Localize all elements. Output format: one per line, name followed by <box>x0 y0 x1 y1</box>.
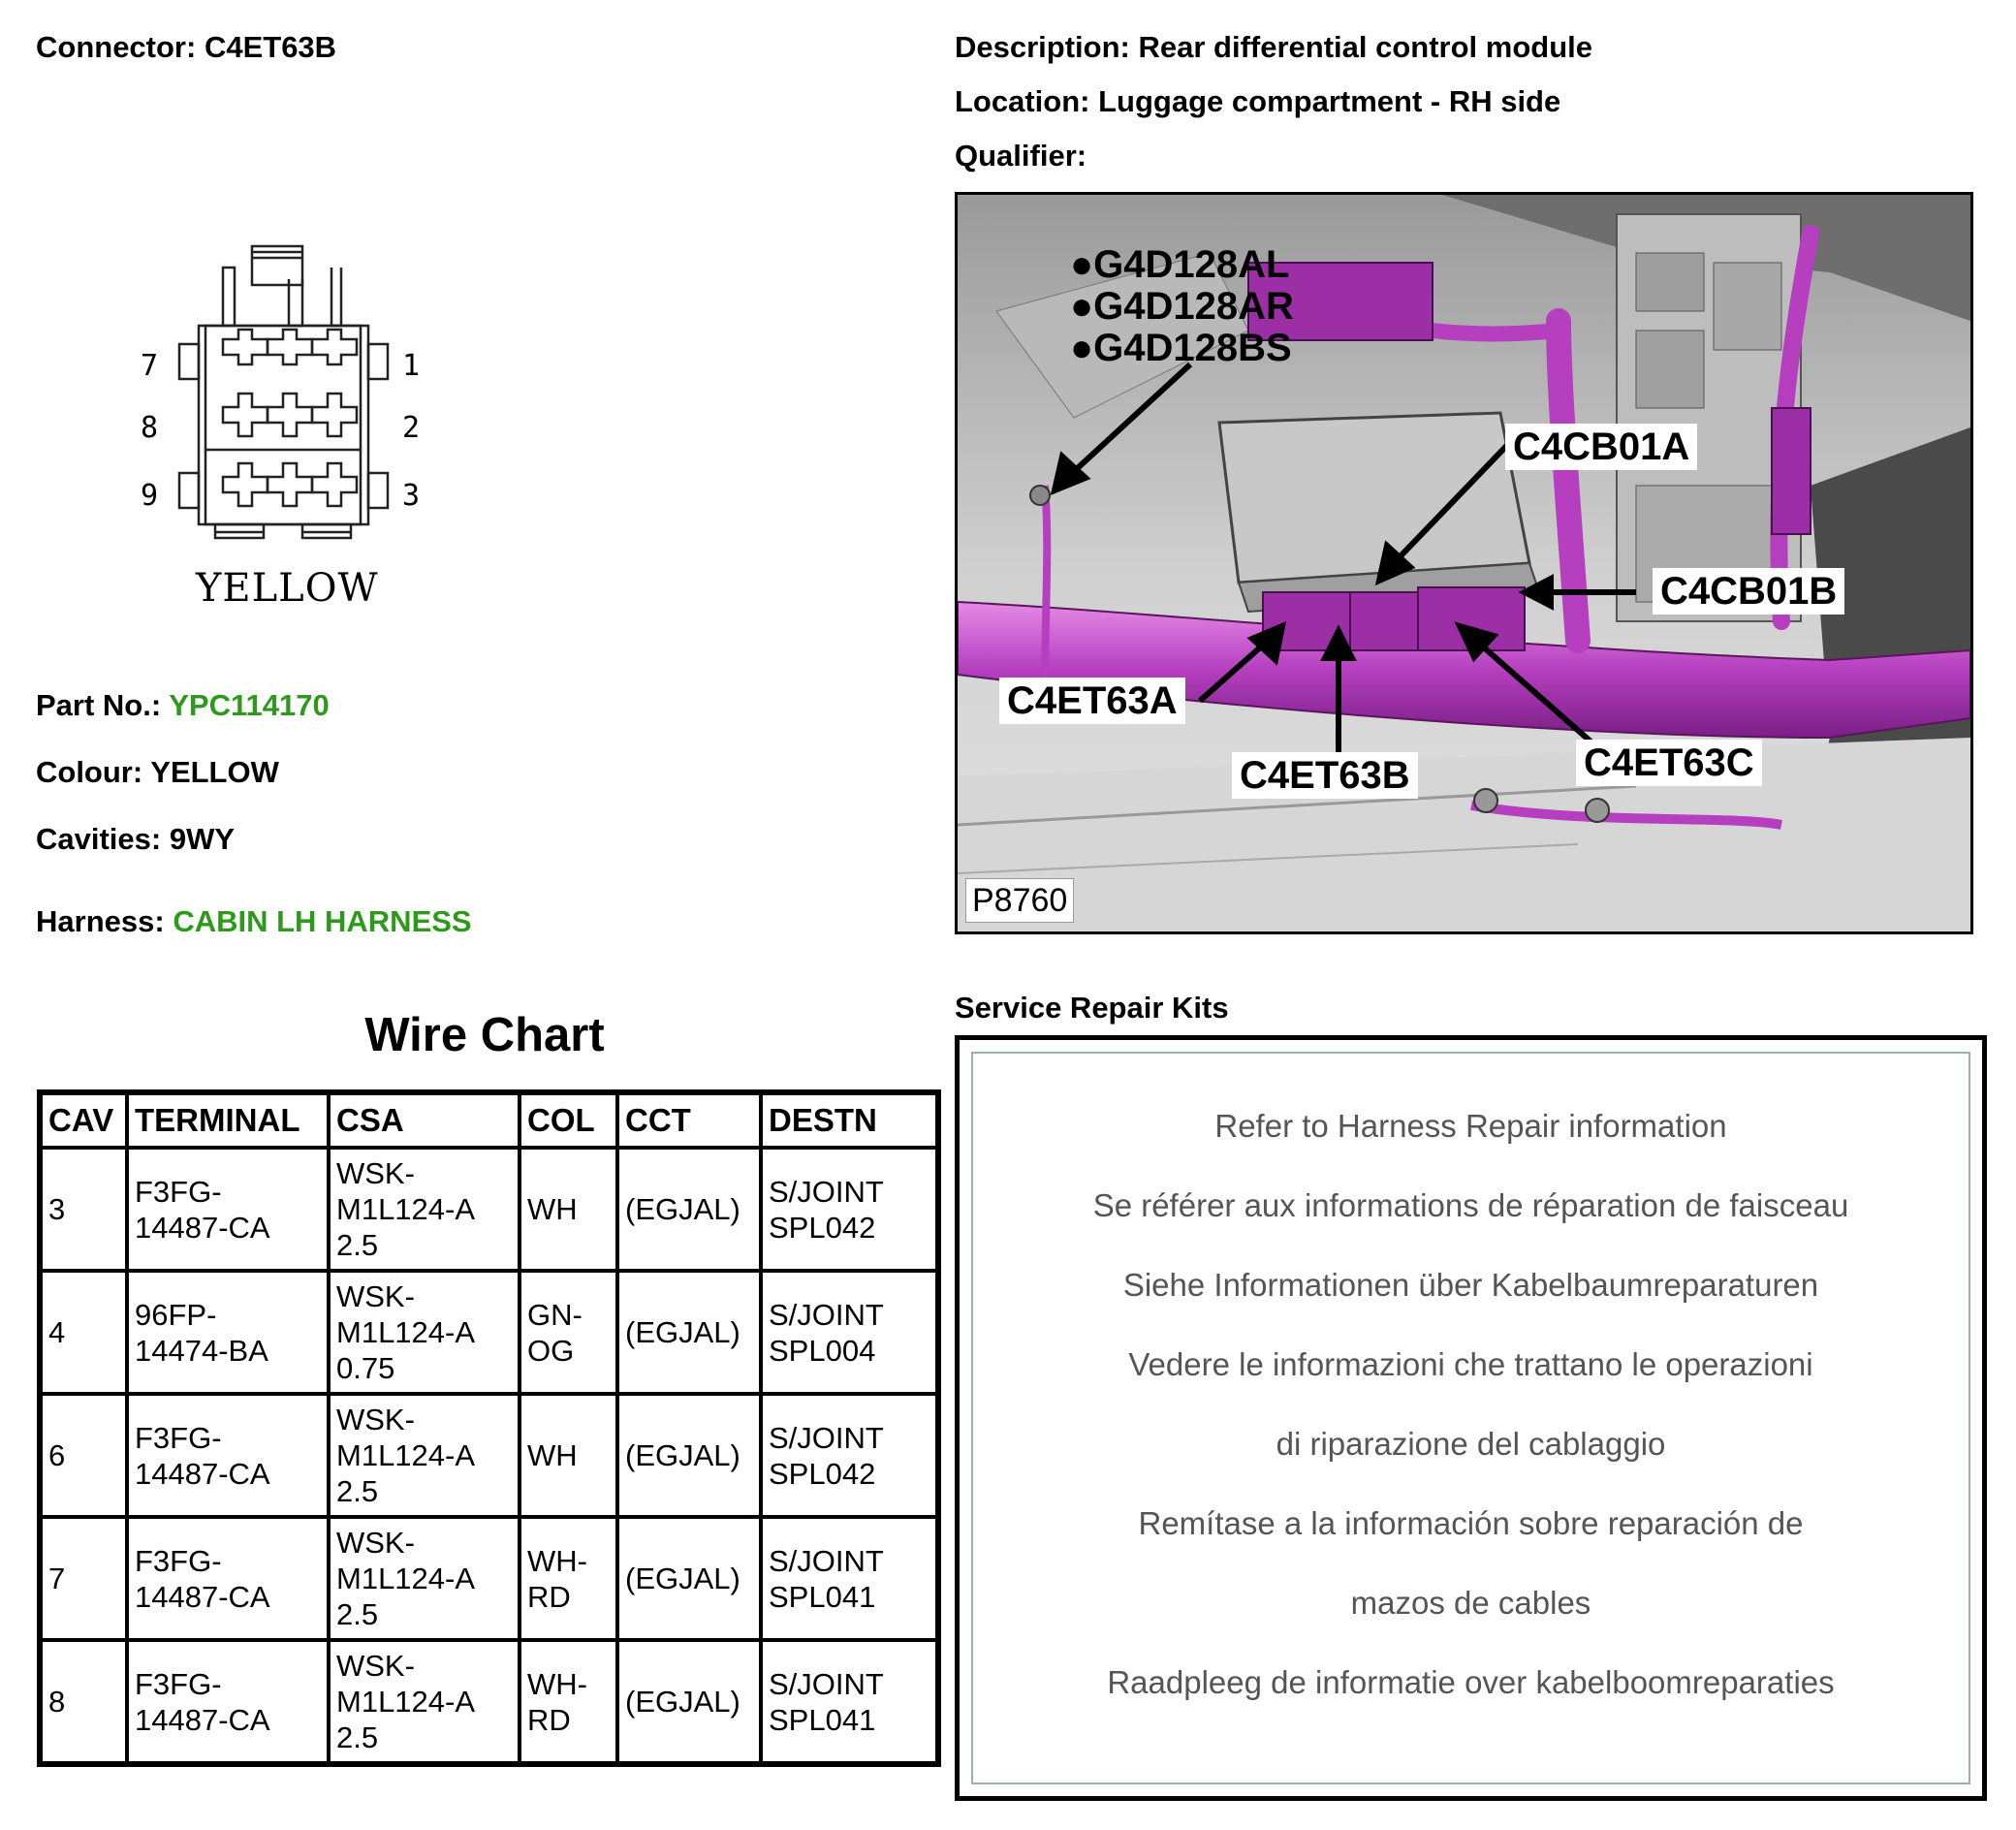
harness-line <box>36 904 472 939</box>
callout-c4et63a: C4ET63A <box>999 678 1185 724</box>
cell-col: WH- RD <box>520 1517 617 1640</box>
description-line <box>955 30 1592 65</box>
qualifier-label: Qualifier: <box>955 139 1087 173</box>
srk-line: Remítase a la información sobre reparación de <box>1138 1505 1804 1541</box>
cell-csa: WSK- M1L124-A 0.75 <box>329 1271 520 1394</box>
description-value: Rear differential control module <box>1138 30 1592 64</box>
cell-col: WH <box>520 1394 617 1517</box>
callout-c4cb01a: C4CB01A <box>1505 424 1697 470</box>
colour-label: Colour: <box>36 755 143 789</box>
srk-line: Vedere le informazioni che trattano le operazioni <box>1128 1346 1813 1382</box>
description-label: Description: <box>955 30 1130 64</box>
cavity-number-9: 9 <box>141 479 159 513</box>
cavities-line <box>36 822 235 857</box>
cell-terminal: F3FG- 14487-CA <box>127 1640 329 1764</box>
callout-g4d128bs: ●G4D128BS <box>1070 327 1292 369</box>
service-repair-kits-inner <box>971 1052 1970 1784</box>
cell-csa: WSK- M1L124-A 2.5 <box>329 1640 520 1764</box>
cavity-number-2: 2 <box>402 411 421 445</box>
table-row <box>40 1640 938 1764</box>
cell-csa: WSK- M1L124-A 2.5 <box>329 1394 520 1517</box>
cell-destn: S/JOINT SPL004 <box>761 1271 938 1394</box>
cell-terminal: 96FP- 14474-BA <box>127 1271 329 1394</box>
part-no-line <box>36 688 330 723</box>
cell-terminal: F3FG- 14487-CA <box>127 1148 329 1271</box>
cell-cav: 8 <box>40 1640 127 1764</box>
callout-g4d128al: ●G4D128AL <box>1070 243 1290 286</box>
table-row <box>40 1517 938 1640</box>
service-repair-kits-title: Service Repair Kits <box>955 991 1229 1025</box>
table-header-row <box>40 1092 938 1148</box>
header-csa: CSA <box>329 1092 520 1148</box>
cell-csa: WSK- M1L124-A 2.5 <box>329 1517 520 1640</box>
cavity-number-3: 3 <box>402 479 421 513</box>
qualifier-line <box>955 139 1087 174</box>
location-photo <box>955 192 1973 934</box>
cell-csa: WSK- M1L124-A 2.5 <box>329 1148 520 1271</box>
photo-id-label: P8760 <box>965 878 1074 923</box>
srk-line: Siehe Informationen über Kabelbaumreparaturen <box>1122 1267 1819 1303</box>
connector-value: C4ET63B <box>204 30 337 64</box>
srk-line: Refer to Harness Repair information <box>1214 1108 1727 1144</box>
cell-destn: S/JOINT SPL041 <box>761 1517 938 1640</box>
cell-terminal: F3FG- 14487-CA <box>127 1517 329 1640</box>
cell-destn: S/JOINT SPL041 <box>761 1640 938 1764</box>
cavity-number-7: 7 <box>141 349 159 383</box>
cavities-value: 9WY <box>169 822 236 856</box>
colour-value: YELLOW <box>150 755 279 789</box>
cavity-number-1: 1 <box>402 349 421 383</box>
table-row <box>40 1271 938 1394</box>
part-no-value[interactable]: YPC114170 <box>169 688 330 722</box>
connector-face-icon <box>126 233 417 552</box>
harness-label: Harness: <box>36 904 165 938</box>
srk-line: Raadpleeg de informatie over kabelboomreparaties <box>1107 1664 1835 1700</box>
srk-line: mazos de cables <box>1350 1585 1591 1621</box>
cell-col: WH <box>520 1148 617 1271</box>
cell-cav: 3 <box>40 1148 127 1271</box>
location-label: Location: <box>955 84 1090 118</box>
table-row <box>40 1148 938 1271</box>
cavities-label: Cavities: <box>36 822 162 856</box>
connector-face-diagram <box>126 233 417 552</box>
colour-line <box>36 755 279 790</box>
location-value: Luggage compartment - RH side <box>1098 84 1561 118</box>
header-cav: CAV <box>40 1092 127 1148</box>
header-destn: DESTN <box>761 1092 938 1148</box>
location-line <box>955 84 1560 119</box>
wire-chart-table <box>37 1089 941 1767</box>
header-cct: CCT <box>617 1092 761 1148</box>
connector-line <box>36 30 336 65</box>
header-col: COL <box>520 1092 617 1148</box>
cell-cct: (EGJAL) <box>617 1640 761 1764</box>
header-terminal: TERMINAL <box>127 1092 329 1148</box>
cell-cav: 4 <box>40 1271 127 1394</box>
cell-cct: (EGJAL) <box>617 1148 761 1271</box>
cell-terminal: F3FG- 14487-CA <box>127 1394 329 1517</box>
callout-c4et63c: C4ET63C <box>1576 740 1762 786</box>
cell-col: WH- RD <box>520 1640 617 1764</box>
cell-cav: 7 <box>40 1517 127 1640</box>
cell-cct: (EGJAL) <box>617 1271 761 1394</box>
cavity-number-8: 8 <box>141 411 159 445</box>
part-no-label: Part No.: <box>36 688 162 722</box>
cell-destn: S/JOINT SPL042 <box>761 1394 938 1517</box>
cell-destn: S/JOINT SPL042 <box>761 1148 938 1271</box>
cell-cct: (EGJAL) <box>617 1517 761 1640</box>
wire-chart-title: Wire Chart <box>364 1009 605 1061</box>
service-repair-kits-box <box>955 1035 1987 1801</box>
cell-col: GN- OG <box>520 1271 617 1394</box>
cell-cct: (EGJAL) <box>617 1394 761 1517</box>
srk-line: Se référer aux informations de réparation de faisceau <box>1092 1187 1849 1223</box>
table-row <box>40 1394 938 1517</box>
diagram-color-label: YELLOW <box>196 566 379 611</box>
cell-cav: 6 <box>40 1394 127 1517</box>
callout-c4cb01b: C4CB01B <box>1653 568 1844 615</box>
srk-line: di riparazione del cablaggio <box>1276 1426 1666 1462</box>
callout-g4d128ar: ●G4D128AR <box>1070 285 1294 328</box>
callout-c4et63b: C4ET63B <box>1232 752 1418 799</box>
connector-label: Connector: <box>36 30 197 64</box>
harness-value[interactable]: CABIN LH HARNESS <box>173 904 472 938</box>
